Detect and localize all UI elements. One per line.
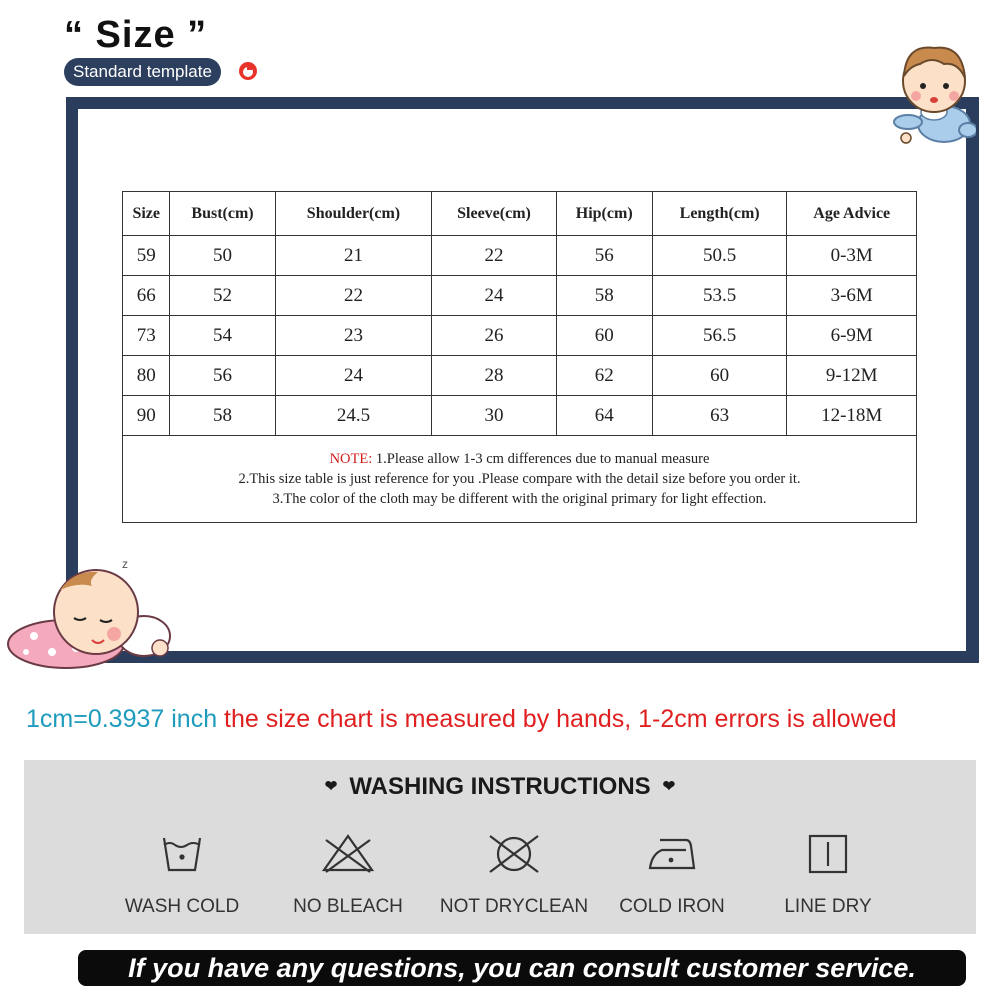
- table-cell: 23: [275, 316, 432, 356]
- table-cell: 80: [123, 356, 170, 396]
- washing-heading: [24, 773, 976, 801]
- table-row: [123, 236, 917, 276]
- line-dry-icon: [806, 832, 850, 876]
- washing-instructions-panel: [24, 760, 976, 934]
- column-header: Hip(cm): [556, 192, 652, 236]
- note-line-1: [123, 449, 916, 469]
- table-cell: 62: [556, 356, 652, 396]
- table-cell: 56: [556, 236, 652, 276]
- wash-item-label: LINE DRY: [784, 896, 872, 917]
- table-cell: 60: [556, 316, 652, 356]
- table-cell: 24.5: [275, 396, 432, 436]
- table-cell: 56: [170, 356, 275, 396]
- wash-cold-icon: [160, 832, 204, 876]
- table-cell: 21: [275, 236, 432, 276]
- wash-item: [92, 832, 272, 918]
- table-cell: 54: [170, 316, 275, 356]
- table-cell: 50: [170, 236, 275, 276]
- note-text-1: 1.Please allow 1-3 cm differences due to manual measure: [375, 451, 710, 467]
- sleeping-baby-icon: [4, 556, 174, 674]
- column-header: Shoulder(cm): [275, 192, 432, 236]
- table-cell: 12-18M: [787, 396, 917, 436]
- table-cell: 59: [123, 236, 170, 276]
- table-cell: 3-6M: [787, 276, 917, 316]
- wash-item-label: NO BLEACH: [293, 896, 403, 917]
- table-cell: 9-12M: [787, 356, 917, 396]
- note-cell: [123, 436, 917, 523]
- svg-text:z: z: [122, 557, 128, 571]
- table-cell: 58: [556, 276, 652, 316]
- no-bleach-icon: [320, 832, 376, 876]
- note-row: [123, 436, 917, 523]
- template-logo-icon: [238, 61, 258, 81]
- table-row: [123, 396, 917, 436]
- table-cell: 66: [123, 276, 170, 316]
- note-line-3: 3.The color of the cloth may be different with the original primary for light effection.: [272, 491, 767, 507]
- table-row: [123, 356, 917, 396]
- column-header: Sleeve(cm): [432, 192, 556, 236]
- customer-service-banner: If you have any questions, you can consult customer service.: [78, 950, 966, 986]
- size-table: [122, 191, 917, 523]
- page-title: “ Size ”: [64, 14, 208, 56]
- wash-item: [424, 832, 604, 918]
- table-row: [123, 316, 917, 356]
- crawling-baby-icon: [884, 26, 976, 148]
- note-line-2: 2.This size table is just reference for you .Please compare with the detail size before you order it.: [238, 471, 801, 487]
- table-cell: 90: [123, 396, 170, 436]
- column-header: Age Advice: [787, 192, 917, 236]
- table-cell: 73: [123, 316, 170, 356]
- table-cell: 28: [432, 356, 556, 396]
- table-cell: 58: [170, 396, 275, 436]
- table-cell: 24: [275, 356, 432, 396]
- conversion-note: [26, 705, 897, 734]
- note-label: NOTE:: [329, 451, 376, 467]
- wash-item: [258, 832, 438, 918]
- measurement-disclaimer: the size chart is measured by hands, 1-2cm errors is allowed: [217, 705, 897, 733]
- table-row: [123, 276, 917, 316]
- cold-iron-icon: [646, 832, 698, 876]
- wash-item-label: WASH COLD: [124, 896, 240, 917]
- table-cell: 50.5: [652, 236, 787, 276]
- wash-item: [582, 832, 762, 918]
- table-cell: 64: [556, 396, 652, 436]
- heart-icon: ❤: [324, 778, 338, 795]
- not-dryclean-icon: [486, 832, 542, 876]
- table-cell: 26: [432, 316, 556, 356]
- table-header-row: [123, 192, 917, 236]
- table-cell: 30: [432, 396, 556, 436]
- table-cell: 56.5: [652, 316, 787, 356]
- template-badge: Standard template: [64, 58, 221, 86]
- inch-conversion: 1cm=0.3937 inch: [26, 705, 218, 733]
- table-cell: 63: [652, 396, 787, 436]
- table-cell: 52: [170, 276, 275, 316]
- table-cell: 22: [432, 236, 556, 276]
- table-cell: 22: [275, 276, 432, 316]
- wash-item-label: COLD IRON: [619, 896, 725, 917]
- washing-heading-text: WASHING INSTRUCTIONS: [349, 773, 651, 800]
- wash-item-label: NOT DRYCLEAN: [439, 896, 589, 917]
- table-cell: 53.5: [652, 276, 787, 316]
- column-header: Length(cm): [652, 192, 787, 236]
- table-cell: 24: [432, 276, 556, 316]
- table-cell: 60: [652, 356, 787, 396]
- heart-icon: ❤: [662, 778, 676, 795]
- table-cell: 6-9M: [787, 316, 917, 356]
- wash-item: [738, 832, 918, 918]
- table-cell: 0-3M: [787, 236, 917, 276]
- column-header: Size: [123, 192, 170, 236]
- column-header: Bust(cm): [170, 192, 275, 236]
